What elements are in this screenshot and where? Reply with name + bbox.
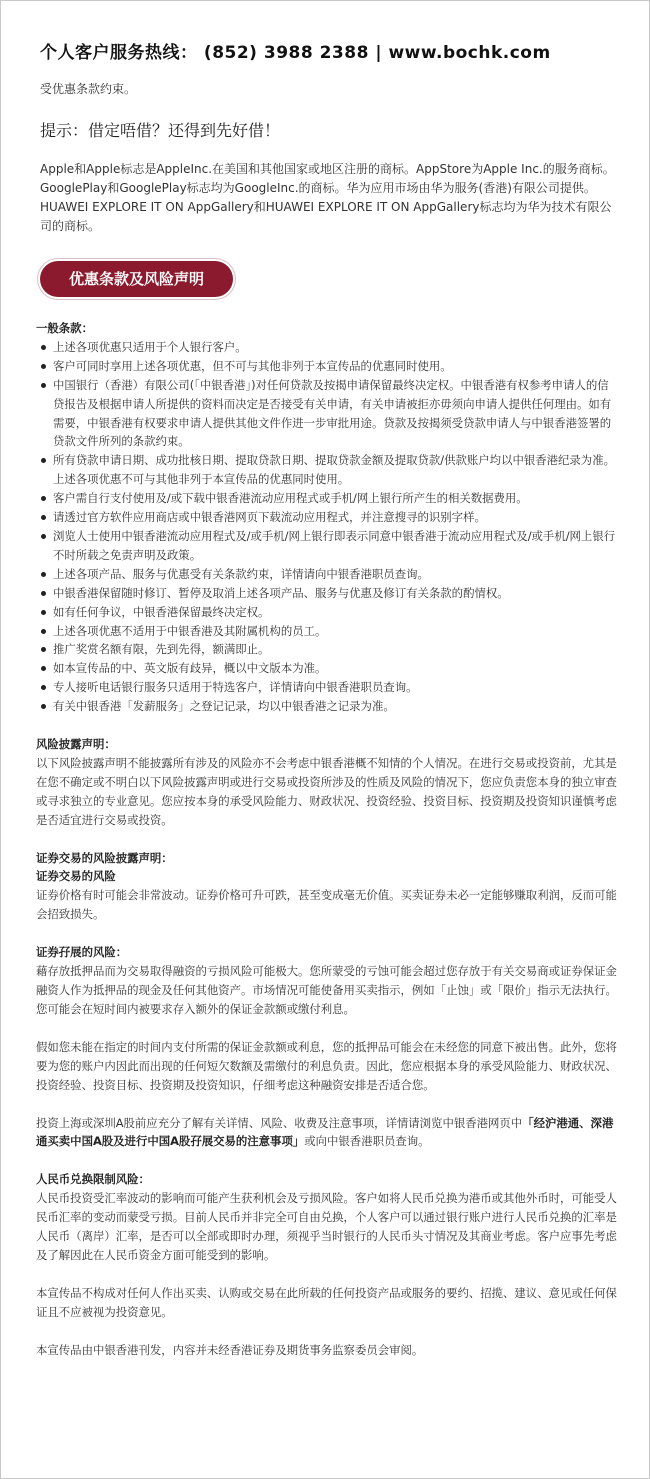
list-item: 中国银行（香港）有限公司(「中银香港」)对任何贷款及按揭申请保留最终决定权。中银香港有权参考申请人的信贷报告及根据申请人所提供的资料而决定是否接受有关申请，有关申请被拒亦毋须向申请人提供任何理由。如有需要，中银香港有权要求申请人提供其他文件作进一步审批用途。贷款及按揭须受贷款申请人与中银香港签署的贷款文件所列的条款约束。 (36, 376, 618, 452)
borrowing-tip: 提示：借定唔借？还得到先好借！ (40, 121, 281, 140)
a-share-note-link-text: 「经沪港通、深港通买卖中国A股及进行中国A股孖展交易的注意事项」 (36, 1115, 614, 1149)
securities-risk-subheading: 证券交易的风险 (36, 869, 116, 884)
list-item: 有关中银香港「发薪服务」之登记记录，均以中银香港之记录为准。 (36, 697, 618, 716)
list-item: 如本宣传品的中、英文版有歧异，概以中文版本为准。 (36, 659, 618, 678)
list-item: 客户需自行支付使用及/或下载中银香港流动应用程式或手机/网上银行所产生的相关数据费用。 (36, 489, 618, 508)
list-item: 中银香港保留随时修订、暂停及取消上述各项产品、服务与优惠及修订有关条款的酌情权。 (36, 584, 618, 603)
list-item: 上述各项产品、服务与优惠受有关条款约束，详情请向中银香港职员查询。 (36, 565, 618, 584)
list-item: 浏览人士使用中银香港流动应用程式及/或手机/网上银行即表示同意中银香港于流动应用程式及/或手机/网上银行不时所载之免责声明及政策。 (36, 527, 618, 565)
margin-risk-heading: 证券孖展的风险： (36, 945, 128, 960)
customer-hotline: 个人客户服务热线： (852) 3988 2388 | www.bochk.com (40, 43, 551, 63)
list-item: 请透过官方软件应用商店或中银香港网页下载流动应用程式，并注意搜寻的识别字样。 (36, 508, 618, 527)
offer-terms-note: 受优惠条款约束。 (40, 82, 137, 96)
list-item: 上述各项优惠只适用于个人银行客户。 (36, 338, 618, 357)
list-item: 上述各项优惠不适用于中银香港及其附属机构的员工。 (36, 622, 618, 641)
a-share-note-after: 或向中银香港职员查询。 (304, 1134, 430, 1149)
rmb-risk-heading: 人民币兑换限制风险： (36, 1172, 150, 1187)
trademark-notice: Apple和Apple标志是AppleInc.在美国和其他国家或地区注册的商标。AppStore为Apple Inc.的服务商标。GooglePlay和GooglePlay标志均为GoogleInc.的商标。华为应用市场由华为服务(香港)有限公司提供。HUAWEI EXPLORE IT ON AppGallery和HUAWEI EXPLORE IT ON AppGallery标志均为华为技术有限公司的商标。 (40, 162, 615, 233)
margin-risk-text-1: 藉存放抵押品而为交易取得融资的亏损风险可能极大。您所蒙受的亏蚀可能会超过您存放于有关交易商或证券保证金融资人作为抵押品的现金及任何其他资产。市场情况可能使备用买卖指示，例如「止蚀」或「限价」指示无法执行。您可能会在短时间内被要求存入额外的保证金款额或缴付利息。 (36, 964, 617, 1016)
a-share-note-before: 投资上海或深圳A股前应充分了解有关详情、风险、收费及注意事项，详情请浏览中银香港网页中 (36, 1115, 523, 1130)
list-item: 专人接听电话银行服务只适用于特选客户，详情请向中银香港职员查询。 (36, 678, 618, 697)
risk-disclosure-heading: 风险披露声明： (36, 737, 116, 752)
list-item: 推广奖赏名额有限，先到先得，额满即止。 (36, 640, 618, 659)
a-share-note (36, 1114, 618, 1152)
margin-risk-text-2: 假如您未能在指定的时间内支付所需的保证金款额或利息，您的抵押品可能会在未经您的同意下被出售。此外，您将要为您的账户内因此而出现的任何短欠数额及需缴付的利息负责。因此，您应根据本身的承受风险能力、财政状况、投资经验、投资目标、投资期及投资知识，仔细考虑这种融资安排是否适合您。 (36, 1039, 617, 1092)
securities-risk-text: 证券价格有时可能会非常波动。证券价格可升可跌，甚至变成毫无价值。买卖证券未必一定能够赚取利润，反而可能会招致损失。 (36, 888, 617, 922)
list-item: 如有任何争议，中银香港保留最终决定权。 (36, 603, 618, 622)
terms-content (36, 319, 618, 1360)
general-terms-list (36, 338, 618, 716)
general-terms-heading: 一般条款： (36, 321, 93, 335)
rmb-risk-text: 人民币投资受汇率波动的影响而可能产生获利机会及亏损风险。客户如将人民币兑换为港币或其他外币时，可能受人民币汇率的变动而蒙受亏损。目前人民币并非完全可自由兑换，个人客户可以通过银行账户进行人民币兑换的汇率是人民币（离岸）汇率，是否可以全部或即时办理，须视乎当时银行的人民币头寸情况及其商业考虑。客户应事先考虑及了解因此在人民币资金方面可能受到的影响。 (36, 1191, 617, 1262)
issuer-note: 本宣传品由中银香港刊发，内容并未经香港证券及期货事务监察委员会审阅。 (36, 1342, 424, 1357)
terms-banner: 优惠条款及风险声明 (40, 261, 233, 297)
risk-disclosure-text: 以下风险披露声明不能披露所有涉及的风险亦不会考虑中银香港概不知情的个人情况。在进行交易或投资前，尤其是在您不确定或不明白以下风险披露声明或进行交易或投资所涉及的性质及风险的情况下，您应负责您本身的独立审查或寻求独立的专业意见。您应按本身的承受风险能力、财政状况、投资经验、投资目标、投资期及投资知识谨慎考虑是否适宜进行交易或投资。 (36, 755, 617, 827)
list-item: 所有贷款申请日期、成功批核日期、提取贷款日期、提取贷款金额及提取贷款/供款账户均以中银香港纪录为准。上述各项优惠不可与其他非列于本宣传品的优惠同时使用。 (36, 451, 618, 489)
disclaimer-text: 本宣传品不构成对任何人作出买卖、认购或交易在此所载的任何投资产品或服务的要约、招揽、建议、意见或任何保证且不应被视为投资意见。 (36, 1285, 617, 1319)
securities-risk-heading: 证券交易的风险披露声明： (36, 850, 173, 865)
list-item: 客户可同时享用上述各项优惠，但不可与其他非列于本宣传品的优惠同时使用。 (36, 357, 618, 376)
